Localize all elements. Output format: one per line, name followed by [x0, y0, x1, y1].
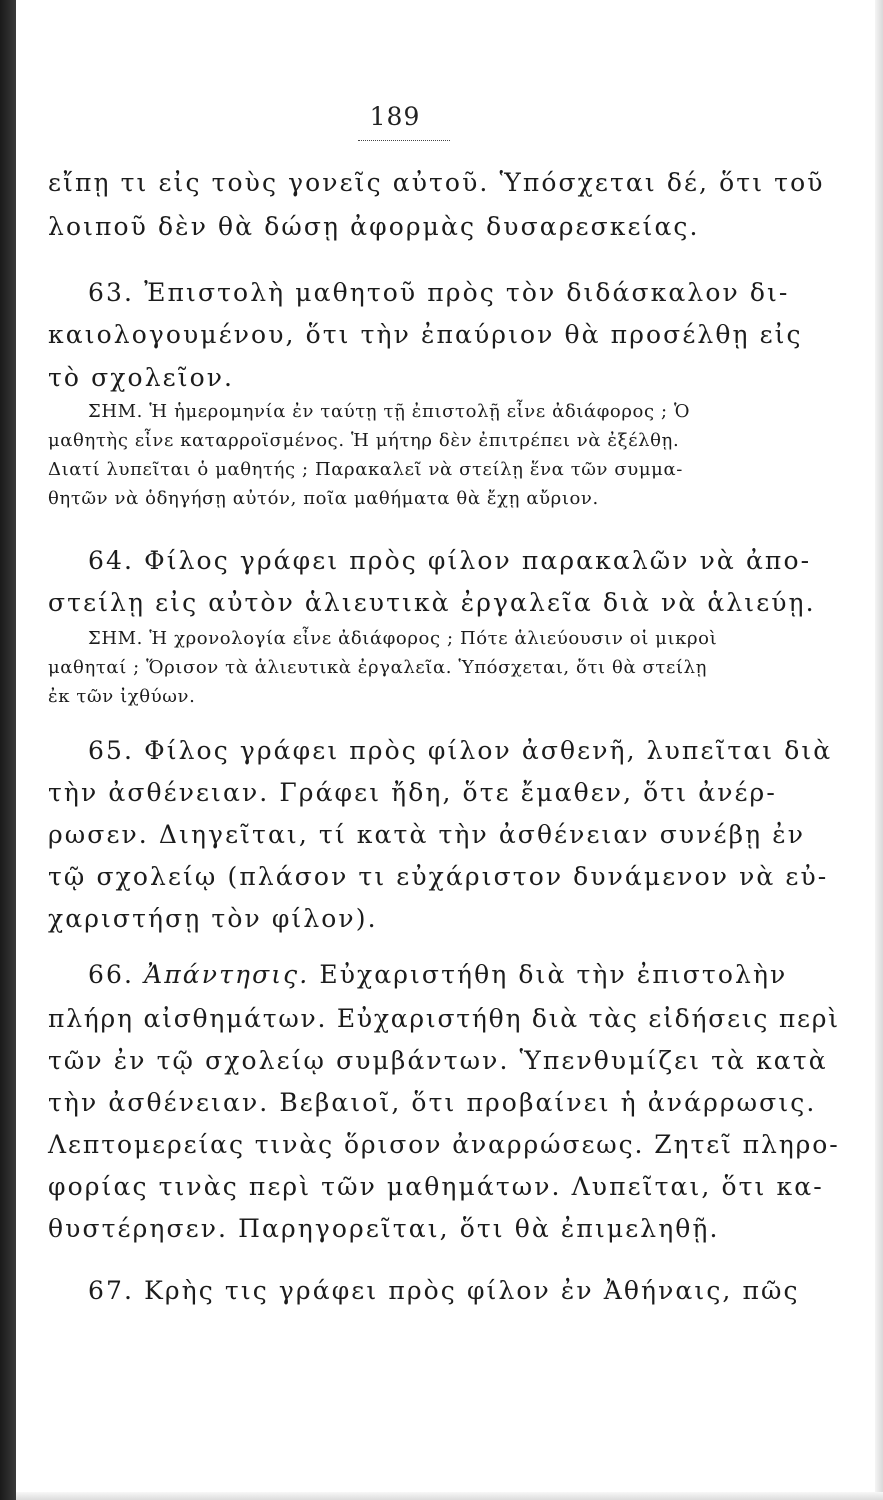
text-line: τὴν ἀσθένειαν. Βεβαιοῖ, ὅτι προβαίνει ἡ ἀνάρρωσις. [48, 1088, 817, 1117]
note-line: μαθητὴς εἶνε καταρροϊσμένος. Ἡ μήτηρ δὲν ἐπιτρέπει νὰ ἐξέλθῃ. [48, 430, 680, 451]
page-bottom-edge [16, 1492, 883, 1500]
page-number-rule [358, 140, 450, 141]
text-line: λοιποῦ δὲν θὰ δώσῃ ἀφορμὰς δυσαρεσκείας. [48, 212, 700, 241]
text-line: εἴπῃ τι εἰς τοὺς γονεῖς αὐτοῦ. Ὑπόσχεται δέ, ὅτι τοῦ [48, 168, 825, 197]
text-line: στείλῃ εἰς αὐτὸν ἁλιευτικὰ ἐργαλεῖα διὰ νὰ ἁλιεύῃ. [48, 588, 816, 617]
exercise-66-title: Ἀπάντησις. [144, 960, 310, 989]
exercise-67-heading: 67. Κρὴς τις γράφει πρὸς φίλον ἐν Ἀθήναις, πῶς [88, 1276, 800, 1305]
text-line: τῶν ἐν τῷ σχολείῳ συμβάντων. Ὑπενθυμίζει τὰ κατὰ [48, 1046, 828, 1075]
text-line: χαριστήσῃ τὸν φίλον). [48, 904, 378, 933]
note-line: ΣΗΜ. Ἡ ἡμερομηνία ἐν ταύτῃ τῇ ἐπιστολῇ εἶνε ἀδιάφορος ; Ὁ [88, 401, 691, 422]
text-line: πλήρη αἰσθημάτων. Εὐχαριστήθη διὰ τὰς εἰδήσεις περὶ [48, 1004, 840, 1033]
page-binding-edge [0, 0, 16, 1500]
text-line: Λεπτομερείας τινὰς ὅρισον ἀναρρώσεως. Ζητεῖ πληρο- [48, 1130, 840, 1159]
page-right-edge [875, 0, 883, 1500]
text-line: τὸ σχολεῖον. [48, 363, 235, 392]
text-line: τῷ σχολείῳ (πλάσον τι εὐχάριστον δυνάμενον νὰ εὐ- [48, 862, 829, 891]
exercise-64-heading: 64. Φίλος γράφει πρὸς φίλον παρακαλῶν νὰ ἀπο- [88, 546, 812, 575]
text-line: καιολογουμένου, ὅτι τὴν ἐπαύριον θὰ προσέλθῃ εἰς [48, 320, 803, 349]
note-line: θητῶν νὰ ὁδηγήσῃ αὐτόν, ποῖα μαθήματα θὰ ἔχῃ αὔριον. [48, 488, 599, 509]
text-line: ρωσεν. Διηγεῖται, τί κατὰ τὴν ἀσθένειαν συνέβῃ ἐν [48, 820, 806, 849]
text-line: θυστέρησεν. Παρηγορεῖται, ὅτι θὰ ἐπιμεληθῇ. [48, 1214, 720, 1243]
exercise-66-heading [88, 962, 787, 987]
text-line: φορίας τινὰς περὶ τῶν μαθημάτων. Λυπεῖται, ὅτι κα- [48, 1172, 824, 1201]
exercise-63-heading: 63. Ἐπιστολὴ μαθητοῦ πρὸς τὸν διδάσκαλον δι- [88, 278, 790, 307]
exercise-65-heading: 65. Φίλος γράφει πρὸς φίλον ἀσθενῆ, λυπεῖται διὰ [88, 736, 833, 765]
note-line: Διατί λυπεῖται ὁ μαθητής ; Παρακαλεῖ νὰ στείλῃ ἕνα τῶν συμμα- [48, 459, 683, 480]
text-line: τὴν ἀσθένειαν. Γράφει ἤδη, ὅτε ἔμαθεν, ὅτι ἀνέρ- [48, 778, 777, 807]
exercise-66-number: 66. [88, 960, 145, 989]
exercise-66-text: Εὐχαριστήθη διὰ τὴν ἐπιστολὴν [309, 960, 788, 989]
note-line: ΣΗΜ. Ἡ χρονολογία εἶνε ἀδιάφορος ; Πότε ἁλιεύουσιν οἱ μικροὶ [88, 628, 718, 649]
note-line: ἐκ τῶν ἰχθύων. [48, 686, 196, 707]
note-line: μαθηταί ; Ὅρισον τὰ ἁλιευτικὰ ἐργαλεῖα. Ὑπόσχεται, ὅτι θὰ στείλῃ [48, 657, 707, 678]
page-number: 189 [369, 102, 421, 131]
